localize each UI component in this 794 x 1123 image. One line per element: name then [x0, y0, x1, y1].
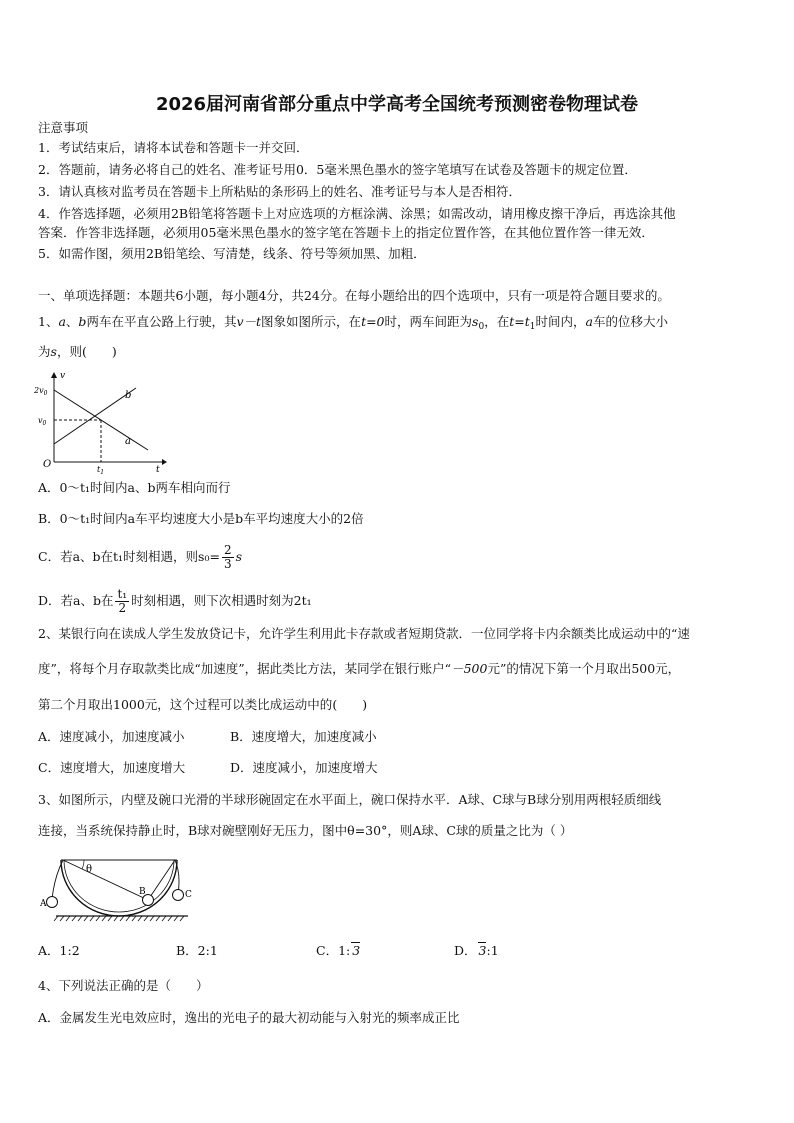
x-axis-arrow	[162, 459, 167, 465]
tick-t1: $t_1$	[97, 465, 105, 476]
q2-stem-line2: 度”，将每个月存取款类比成“加速度”，据此类比方法，某同学在银行账户“－500元”的情况下第一个月取出500元，	[38, 661, 681, 676]
q3-option-a: A．1:2	[38, 943, 80, 958]
q2-stem-line1: 2、某银行向在读成人学生发放贷记卡，允许学生利用此卡存款或者短期贷款．一位同学将卡内余额类比成运动中的“速	[38, 626, 690, 641]
notice-item-1: 1．考试结束后，请将本试卷和答题卡一并交回．	[38, 140, 309, 155]
notice-item-4: 4．作答选择题，必须用2B铅笔将答题卡上对应选项的方框涂满、涂黑；如需改动，请用橡皮擦干净后，再选涂其他	[38, 206, 676, 221]
q2-option-b: B．速度增大，加速度减小	[230, 729, 377, 744]
string-ab	[63, 860, 148, 900]
label-b: b	[125, 390, 132, 401]
label-b-ball: B	[139, 887, 146, 897]
section-heading: 一、单项选择题：本题共6小题，每小题4分，共24分。在每小题给出的四个选项中，只有一项是符合题目要求的。	[38, 288, 670, 303]
notice-heading: 注意事项	[38, 120, 89, 135]
q2-options-row2	[38, 760, 378, 776]
string-bc	[148, 860, 175, 900]
q4-option-a: A．金属发生光电效应时，逸出的光电子的最大初动能与入射光的频率成正比	[38, 1010, 460, 1025]
q2-option-c: C．速度增大，加速度增大	[38, 760, 186, 775]
q1-vt-graph	[30, 368, 170, 476]
q2-option-d: D．速度减小，加速度增大	[230, 760, 378, 775]
theta-label: θ	[86, 864, 93, 875]
tick-v0: $v_0$	[38, 416, 47, 427]
ball-a	[47, 897, 58, 908]
q3-bowl-figure	[36, 850, 196, 926]
q2-stem-line3: 第二个月取出1000元，这个过程可以类比成运动中的( )	[38, 697, 368, 712]
q4-stem: 4、下列说法正确的是（ ）	[38, 978, 209, 993]
string-c-hang	[175, 860, 179, 894]
label-a-ball: A	[40, 899, 47, 909]
notice-item-3: 3．请认真核对监考员在答题卡上所粘贴的条形码上的姓名、准考证号与本人是否相符．	[38, 184, 521, 199]
theta-arc	[82, 860, 84, 869]
q3-stem-line2: 连接，当系统保持静止时，B球对碗壁刚好无压力，图中θ=30°，则A球、C球的质量之比为（ ）	[38, 823, 573, 838]
q1-option-a: A．0～t₁时间内a、b两车相向而行	[38, 480, 231, 495]
q1-option-b: B．0～t₁时间内a车平均速度大小是b车平均速度大小的2倍	[38, 511, 364, 526]
y-axis-arrow	[51, 372, 57, 378]
exam-title: 2026届河南省部分重点中学高考全国统考预测密卷物理试卷	[155, 94, 639, 115]
q3-option-b: B．2:1	[176, 943, 218, 958]
q3-options-row	[38, 942, 499, 959]
notice-item-4-cont: 答案．作答非选择题，必须用05毫米黑色墨水的签字笔在答题卡上的指定位置作答，在其他位置作答一律无效．	[38, 225, 654, 240]
label-a: a	[125, 436, 131, 447]
notice-item-2: 2．答题前，请务必将自己的姓名、准考证号用0．5毫米黑色墨水的签字笔填写在试卷及答题卡的规定位置．	[38, 162, 637, 177]
q1-stem-line2: 为s，则( )	[38, 344, 117, 359]
q3-option-d: D． 3:1	[454, 943, 499, 958]
y-axis-label: v	[60, 371, 66, 381]
line-b	[54, 388, 136, 444]
notice-item-5: 5．如需作图，须用2B铅笔绘、写清楚，线条、符号等须加黑、加粗．	[38, 246, 426, 261]
q2-option-a: A．速度减小，加速度减小	[38, 729, 185, 744]
bowl-outer	[61, 860, 177, 916]
q2-options-row1	[38, 729, 377, 745]
origin-label: O	[43, 459, 52, 470]
q3-stem-line1: 3、如图所示，内壁及碗口光滑的半球形碗固定在水平面上，碗口保持水平．A球、C球与B球分别用两根轻质细线	[38, 792, 662, 807]
q1-stem-line1: 1、a、b两车在平直公路上行驶，其v－t图象如图所示，在t=0时，两车间距为$s_0$，在$t=t_1$时间内，a车的位移大小	[38, 314, 668, 332]
tick-2v0: $2v_0$	[34, 386, 48, 397]
q1-option-c: C．若a、b在t₁时刻相遇，则s₀= $\frac{2}{3}$ s	[38, 543, 243, 571]
x-axis-label: t	[156, 465, 160, 475]
q3-option-c: C．1: 3	[316, 943, 361, 958]
label-c-ball: C	[185, 890, 192, 900]
ground-hatch	[54, 916, 184, 921]
ball-c	[173, 890, 184, 901]
q1-option-d: D．若a、b在 $\frac{\text{t₁}}{2}$ 时刻相遇，则下次相遇时刻为2t₁	[38, 587, 312, 615]
